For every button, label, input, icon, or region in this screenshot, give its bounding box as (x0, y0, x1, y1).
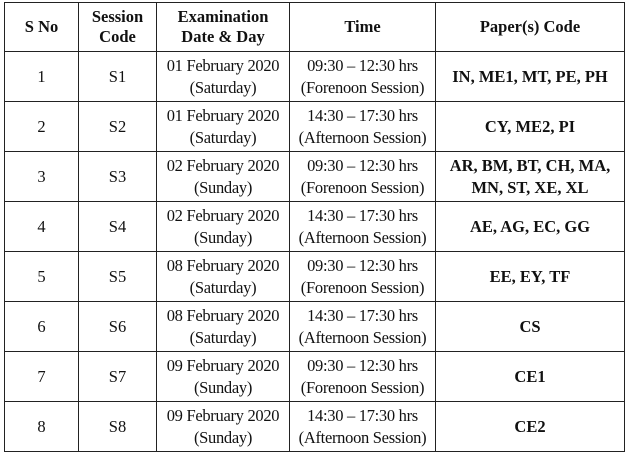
cell-session-code: S7 (79, 352, 157, 402)
cell-papers-line2: MN, ST, XE, XL (471, 177, 589, 197)
cell-papers-line1: AR, BM, BT, CH, MA, (449, 155, 611, 175)
cell-date: 02 February 2020 (166, 155, 280, 175)
cell-sno: 5 (5, 252, 79, 302)
cell-papers (436, 102, 625, 152)
cell-session-slot: (Forenoon Session) (300, 277, 425, 297)
cell-date: 08 February 2020 (166, 305, 280, 325)
header-papers: Paper(s) Code (436, 3, 625, 52)
table-row (5, 202, 625, 252)
cell-papers-line1: CY, ME2, PI (484, 116, 576, 136)
cell-session-slot: (Forenoon Session) (300, 377, 425, 397)
cell-session-slot: (Forenoon Session) (300, 177, 425, 197)
cell-exam-date (157, 352, 290, 402)
cell-time (290, 252, 436, 302)
cell-sno: 4 (5, 202, 79, 252)
cell-session-slot: (Afternoon Session) (298, 427, 427, 447)
cell-papers (436, 352, 625, 402)
cell-session-code: S1 (79, 52, 157, 102)
cell-exam-date (157, 152, 290, 202)
cell-day: (Sunday) (193, 227, 253, 247)
cell-session-code: S5 (79, 252, 157, 302)
cell-session-code: S8 (79, 402, 157, 452)
cell-sno: 1 (5, 52, 79, 102)
cell-time (290, 302, 436, 352)
table-row (5, 302, 625, 352)
cell-day: (Sunday) (193, 377, 253, 397)
cell-exam-date (157, 302, 290, 352)
cell-day: (Saturday) (189, 127, 257, 147)
header-session-line2: Code (99, 27, 136, 46)
cell-sno: 2 (5, 102, 79, 152)
exam-schedule-table (4, 2, 625, 452)
cell-date: 09 February 2020 (166, 355, 280, 375)
cell-papers-line1: IN, ME1, MT, PE, PH (452, 66, 608, 86)
cell-papers-line1: AE, AG, EC, GG (469, 216, 591, 236)
cell-time (290, 352, 436, 402)
cell-session-code: S2 (79, 102, 157, 152)
table-row (5, 352, 625, 402)
header-exam-line1: Examination (177, 7, 269, 26)
cell-time (290, 152, 436, 202)
schedule-container (4, 2, 625, 452)
header-exam-line2: Date & Day (181, 27, 265, 46)
cell-exam-date (157, 52, 290, 102)
header-session-code (79, 3, 157, 52)
table-row (5, 52, 625, 102)
cell-day: (Saturday) (189, 277, 257, 297)
cell-day: (Saturday) (189, 77, 257, 97)
cell-session-slot: (Afternoon Session) (298, 227, 427, 247)
cell-time-range: 14:30 – 17:30 hrs (307, 205, 418, 225)
cell-time-range: 14:30 – 17:30 hrs (307, 105, 418, 125)
cell-papers (436, 202, 625, 252)
cell-session-slot: (Forenoon Session) (300, 77, 425, 97)
cell-day: (Sunday) (193, 177, 253, 197)
cell-time (290, 402, 436, 452)
cell-time (290, 102, 436, 152)
table-row (5, 102, 625, 152)
table-row (5, 252, 625, 302)
cell-day: (Sunday) (193, 427, 253, 447)
cell-exam-date (157, 252, 290, 302)
header-time: Time (290, 3, 436, 52)
cell-exam-date (157, 202, 290, 252)
cell-time-range: 14:30 – 17:30 hrs (307, 405, 418, 425)
cell-date: 02 February 2020 (166, 205, 280, 225)
cell-papers (436, 302, 625, 352)
table-row (5, 152, 625, 202)
cell-day: (Saturday) (189, 327, 257, 347)
cell-sno: 8 (5, 402, 79, 452)
cell-session-code: S3 (79, 152, 157, 202)
cell-time-range: 09:30 – 12:30 hrs (307, 255, 418, 275)
cell-papers-line1: CS (519, 316, 541, 336)
cell-sno: 7 (5, 352, 79, 402)
cell-papers (436, 252, 625, 302)
cell-date: 08 February 2020 (166, 255, 280, 275)
table-header (5, 3, 625, 52)
cell-papers (436, 152, 625, 202)
header-exam-date (157, 3, 290, 52)
cell-session-slot: (Afternoon Session) (298, 327, 427, 347)
cell-time-range: 09:30 – 12:30 hrs (307, 55, 418, 75)
cell-time-range: 14:30 – 17:30 hrs (307, 305, 418, 325)
cell-papers (436, 402, 625, 452)
cell-time (290, 52, 436, 102)
table-body (5, 52, 625, 452)
cell-papers-line1: EE, EY, TF (489, 266, 571, 286)
cell-papers-line1: CE1 (514, 366, 546, 386)
header-session-line1: Session (91, 7, 144, 26)
cell-time-range: 09:30 – 12:30 hrs (307, 355, 418, 375)
header-row (5, 3, 625, 52)
cell-time (290, 202, 436, 252)
cell-sno: 6 (5, 302, 79, 352)
table-row (5, 402, 625, 452)
cell-papers (436, 52, 625, 102)
cell-date: 09 February 2020 (166, 405, 280, 425)
header-sno: S No (5, 3, 79, 52)
cell-time-range: 09:30 – 12:30 hrs (307, 155, 418, 175)
cell-date: 01 February 2020 (166, 105, 280, 125)
cell-session-code: S4 (79, 202, 157, 252)
cell-exam-date (157, 402, 290, 452)
cell-papers-line1: CE2 (514, 416, 546, 436)
cell-date: 01 February 2020 (166, 55, 280, 75)
cell-sno: 3 (5, 152, 79, 202)
cell-session-code: S6 (79, 302, 157, 352)
cell-session-slot: (Afternoon Session) (298, 127, 427, 147)
cell-exam-date (157, 102, 290, 152)
